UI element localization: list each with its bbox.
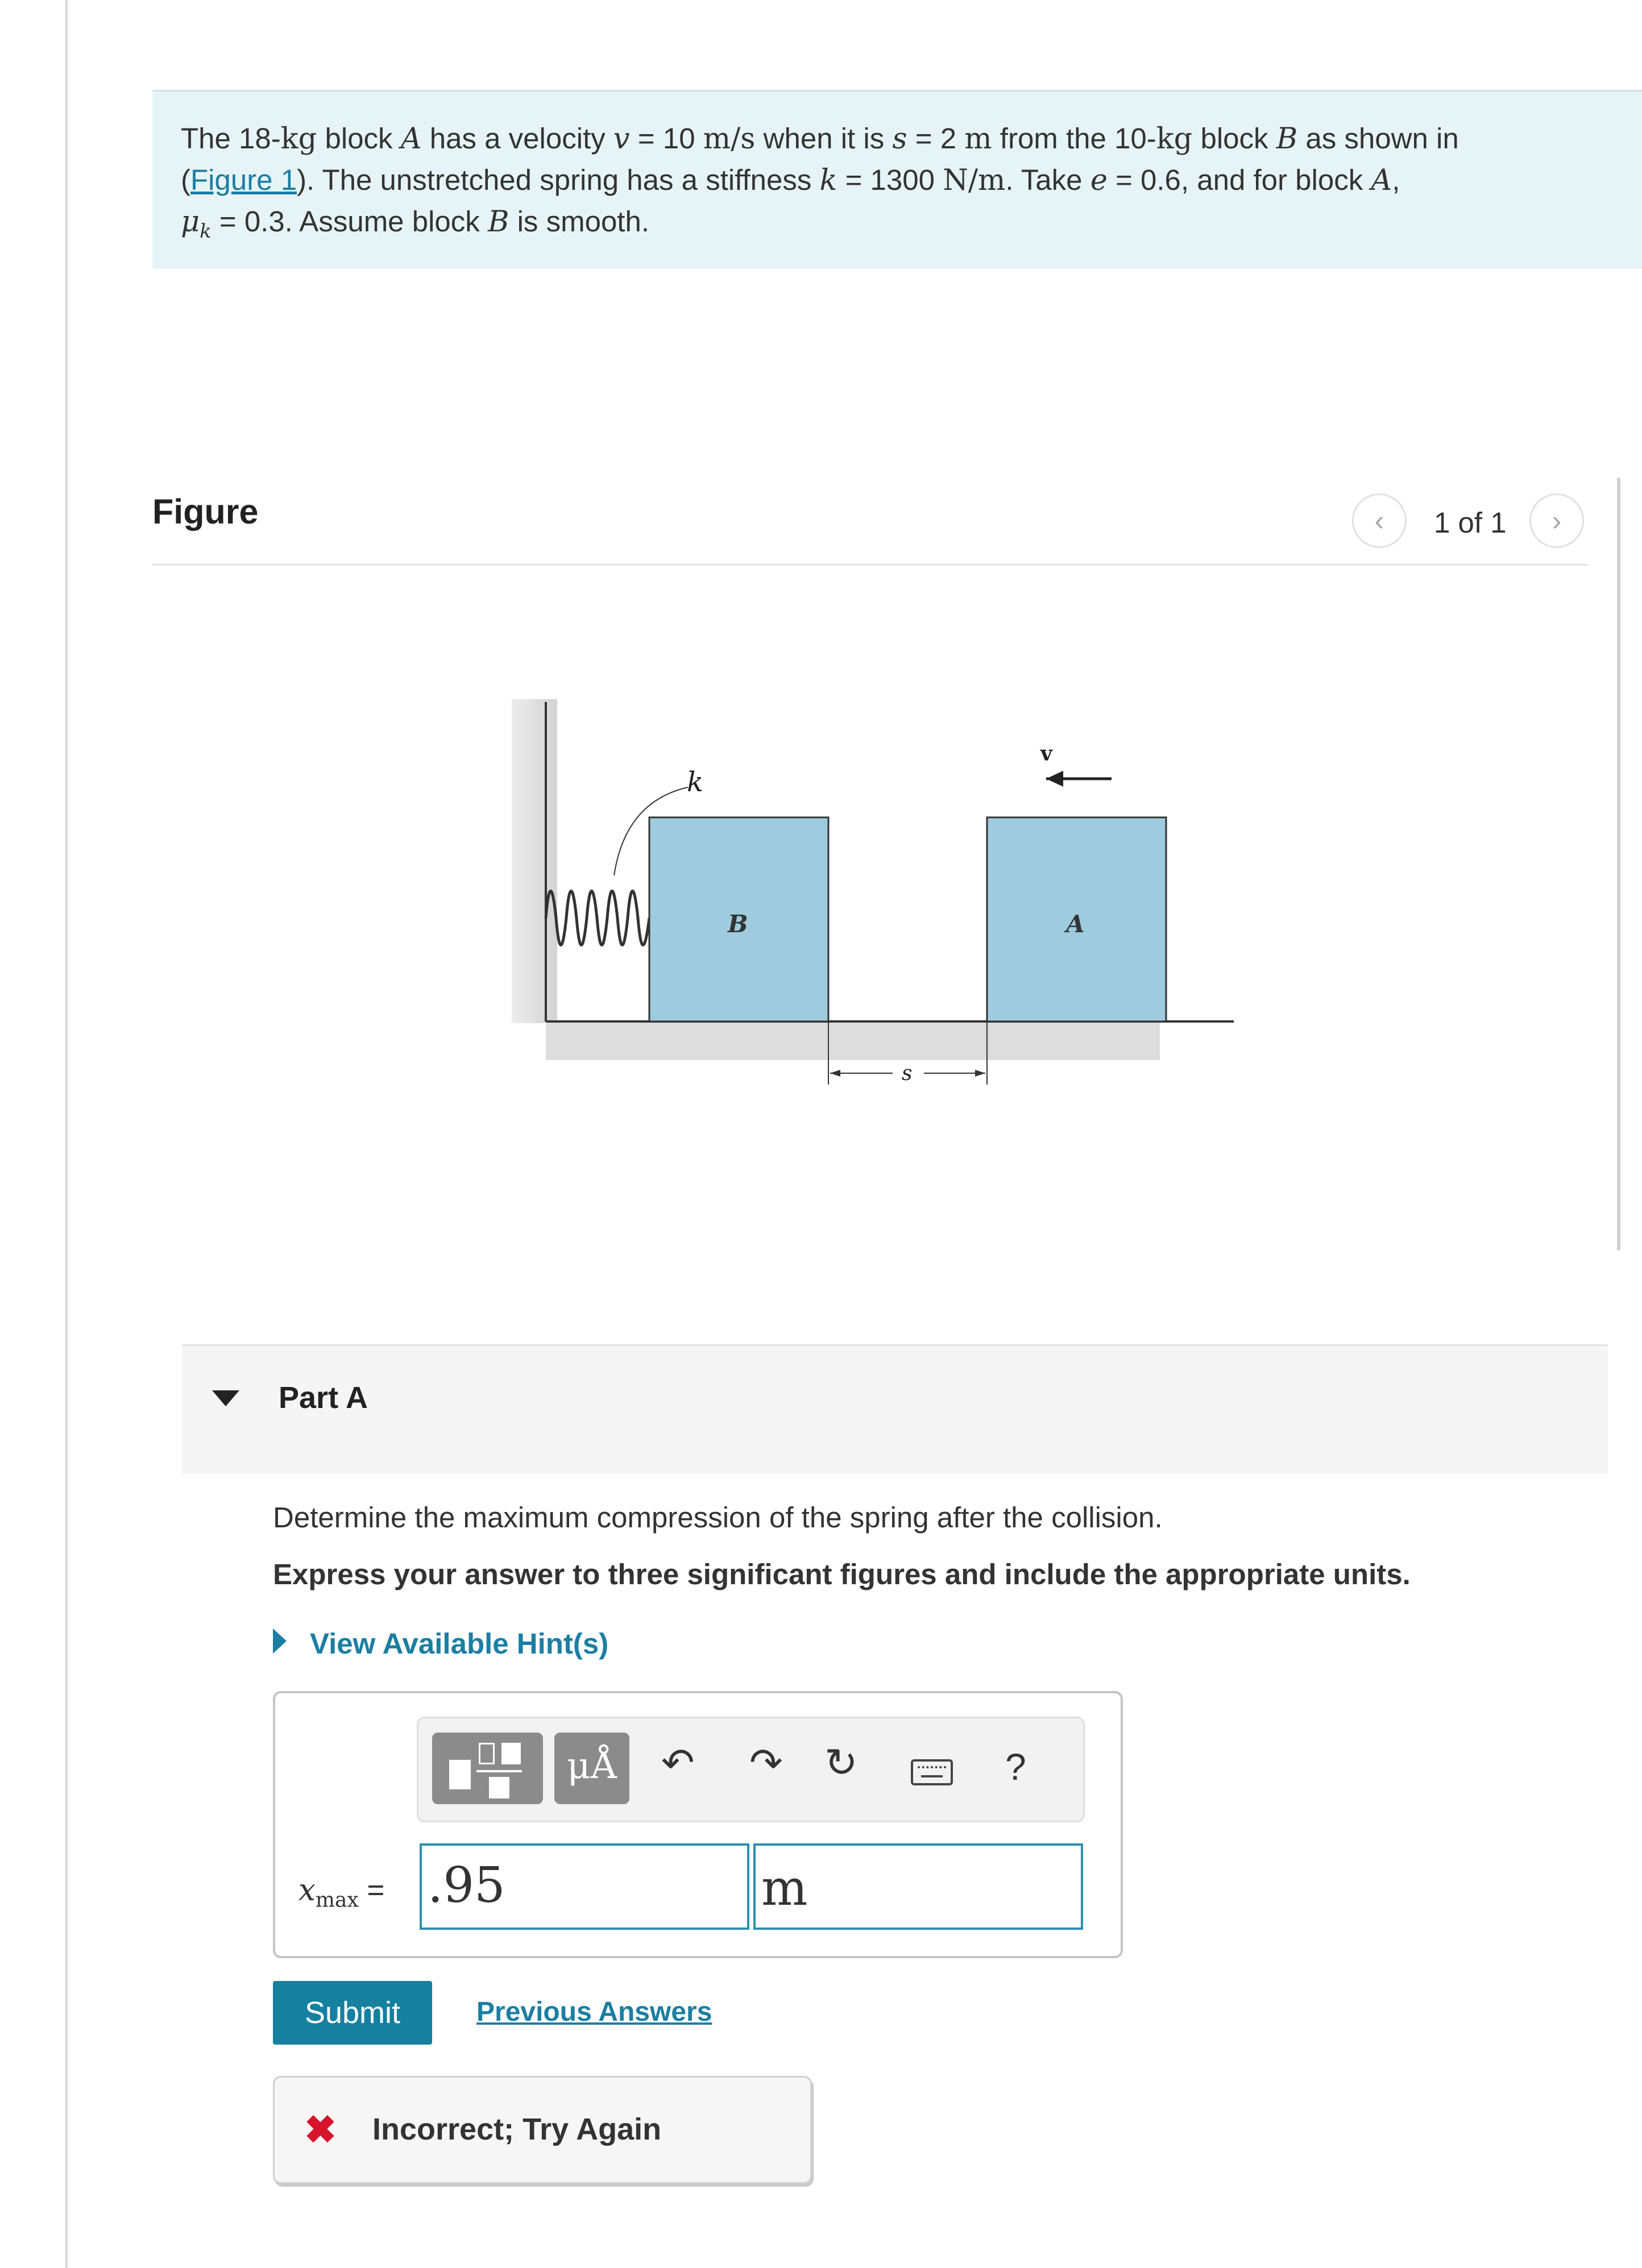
figure-divider	[152, 564, 1588, 566]
caret-right-icon[interactable]	[273, 1629, 287, 1654]
unit-nm: N/m	[943, 164, 1006, 197]
instruction-text: Express your answer to three significant figures and include the appropriate units.	[273, 1558, 1411, 1590]
figure-pager: 1 of 1	[1434, 506, 1507, 539]
fraction-bar-icon	[476, 1770, 522, 1772]
scrollbar[interactable]	[1617, 477, 1620, 1251]
chevron-right-icon: ›	[1552, 505, 1562, 537]
var-A: A	[1371, 164, 1392, 197]
problem-line-3	[181, 201, 1568, 252]
velocity-arrowhead	[1046, 771, 1063, 787]
text: = 2	[907, 122, 965, 155]
text: = 1300	[837, 164, 943, 196]
keyboard-icon[interactable]	[911, 1759, 953, 1785]
chevron-left-icon: ‹	[1374, 505, 1384, 537]
text: has a velocity	[421, 122, 613, 155]
template-block-icon	[449, 1760, 471, 1789]
text: when it is	[755, 122, 893, 155]
var-B: B	[487, 205, 509, 239]
next-figure-button[interactable]	[1529, 493, 1584, 548]
label-v: v	[1040, 742, 1052, 766]
label-s: s	[902, 1062, 913, 1085]
text: from the 10-	[992, 122, 1156, 155]
var-e: e	[1090, 164, 1108, 197]
text: block	[317, 122, 401, 155]
answer-label	[298, 1873, 384, 1912]
part-a-header[interactable]	[182, 1344, 1608, 1474]
previous-answers-link[interactable]: Previous Answers	[476, 1997, 712, 2027]
feedback-text: Incorrect; Try Again	[372, 2112, 662, 2146]
units-icon: μÅ	[567, 1745, 617, 1787]
floor-shade	[546, 1020, 1160, 1060]
keyboard-keys	[918, 1766, 946, 1772]
help-icon[interactable]: ?	[1005, 1746, 1026, 1788]
text: = 10	[629, 122, 703, 155]
text: . Take	[1005, 164, 1090, 196]
undo-icon[interactable]: ↶	[661, 1741, 695, 1785]
text: ). The unstretched spring has a stiffness	[297, 164, 820, 196]
wall-shade	[512, 699, 557, 1023]
view-hints-link[interactable]: View Available Hint(s)	[310, 1627, 609, 1660]
reset-icon[interactable]: ↻	[824, 1741, 858, 1785]
left-border	[65, 0, 68, 2268]
text: block	[1192, 122, 1276, 155]
value-input[interactable]: .95	[420, 1843, 749, 1930]
var-mu: μ	[181, 205, 200, 239]
var-v: v	[613, 122, 630, 156]
part-a-title: Part A	[279, 1381, 368, 1415]
physics-diagram	[500, 693, 1251, 1103]
template-block-icon	[489, 1777, 509, 1798]
templates-button[interactable]	[432, 1733, 543, 1804]
figure-link[interactable]: Figure 1	[190, 164, 297, 196]
var-x: x	[298, 1873, 316, 1908]
text: = 0.3. Assume block	[211, 205, 488, 238]
text: The 18-	[181, 122, 281, 155]
var-x-sub: max	[315, 1888, 359, 1912]
keyboard-space	[921, 1775, 943, 1777]
units-button[interactable]	[554, 1733, 629, 1804]
label-b: B	[728, 910, 748, 938]
unit-m: m	[964, 122, 992, 156]
question-text: Determine the maximum compression of the spring after the collision.	[273, 1501, 1163, 1534]
unit-input[interactable]: m	[753, 1843, 1083, 1930]
dim-arrow-right	[975, 1070, 985, 1077]
spring	[546, 891, 649, 945]
label-a: A	[1066, 910, 1085, 938]
var-A: A	[400, 122, 422, 156]
previous-figure-button[interactable]	[1352, 493, 1407, 548]
label-k: k	[687, 766, 704, 798]
dim-arrow-left	[830, 1070, 840, 1077]
caret-down-icon[interactable]	[212, 1390, 239, 1406]
problem-line-2	[181, 160, 1568, 201]
var-s: s	[892, 122, 907, 156]
redo-icon[interactable]: ↷	[749, 1741, 783, 1785]
var-k: k	[819, 164, 837, 197]
text: = 0.6, and for block	[1107, 164, 1371, 196]
equals: =	[358, 1874, 385, 1907]
error-x-icon: ✖	[304, 2108, 337, 2151]
figure-title: Figure	[152, 492, 259, 531]
template-box-icon	[479, 1743, 495, 1764]
text: (	[181, 164, 190, 196]
template-block-icon	[501, 1743, 521, 1764]
unit-kg: kg	[280, 122, 317, 156]
problem-line-1	[181, 118, 1568, 160]
unit-kg: kg	[1156, 122, 1193, 156]
text: ,	[1392, 164, 1400, 196]
text: is smooth.	[509, 205, 650, 238]
problem-statement	[181, 118, 1568, 252]
submit-button[interactable]: Submit	[273, 1981, 432, 2045]
text: as shown in	[1297, 122, 1459, 155]
var-B: B	[1276, 122, 1298, 156]
var-mu-sub: k	[200, 220, 212, 243]
unit-ms: m/s	[703, 122, 756, 156]
